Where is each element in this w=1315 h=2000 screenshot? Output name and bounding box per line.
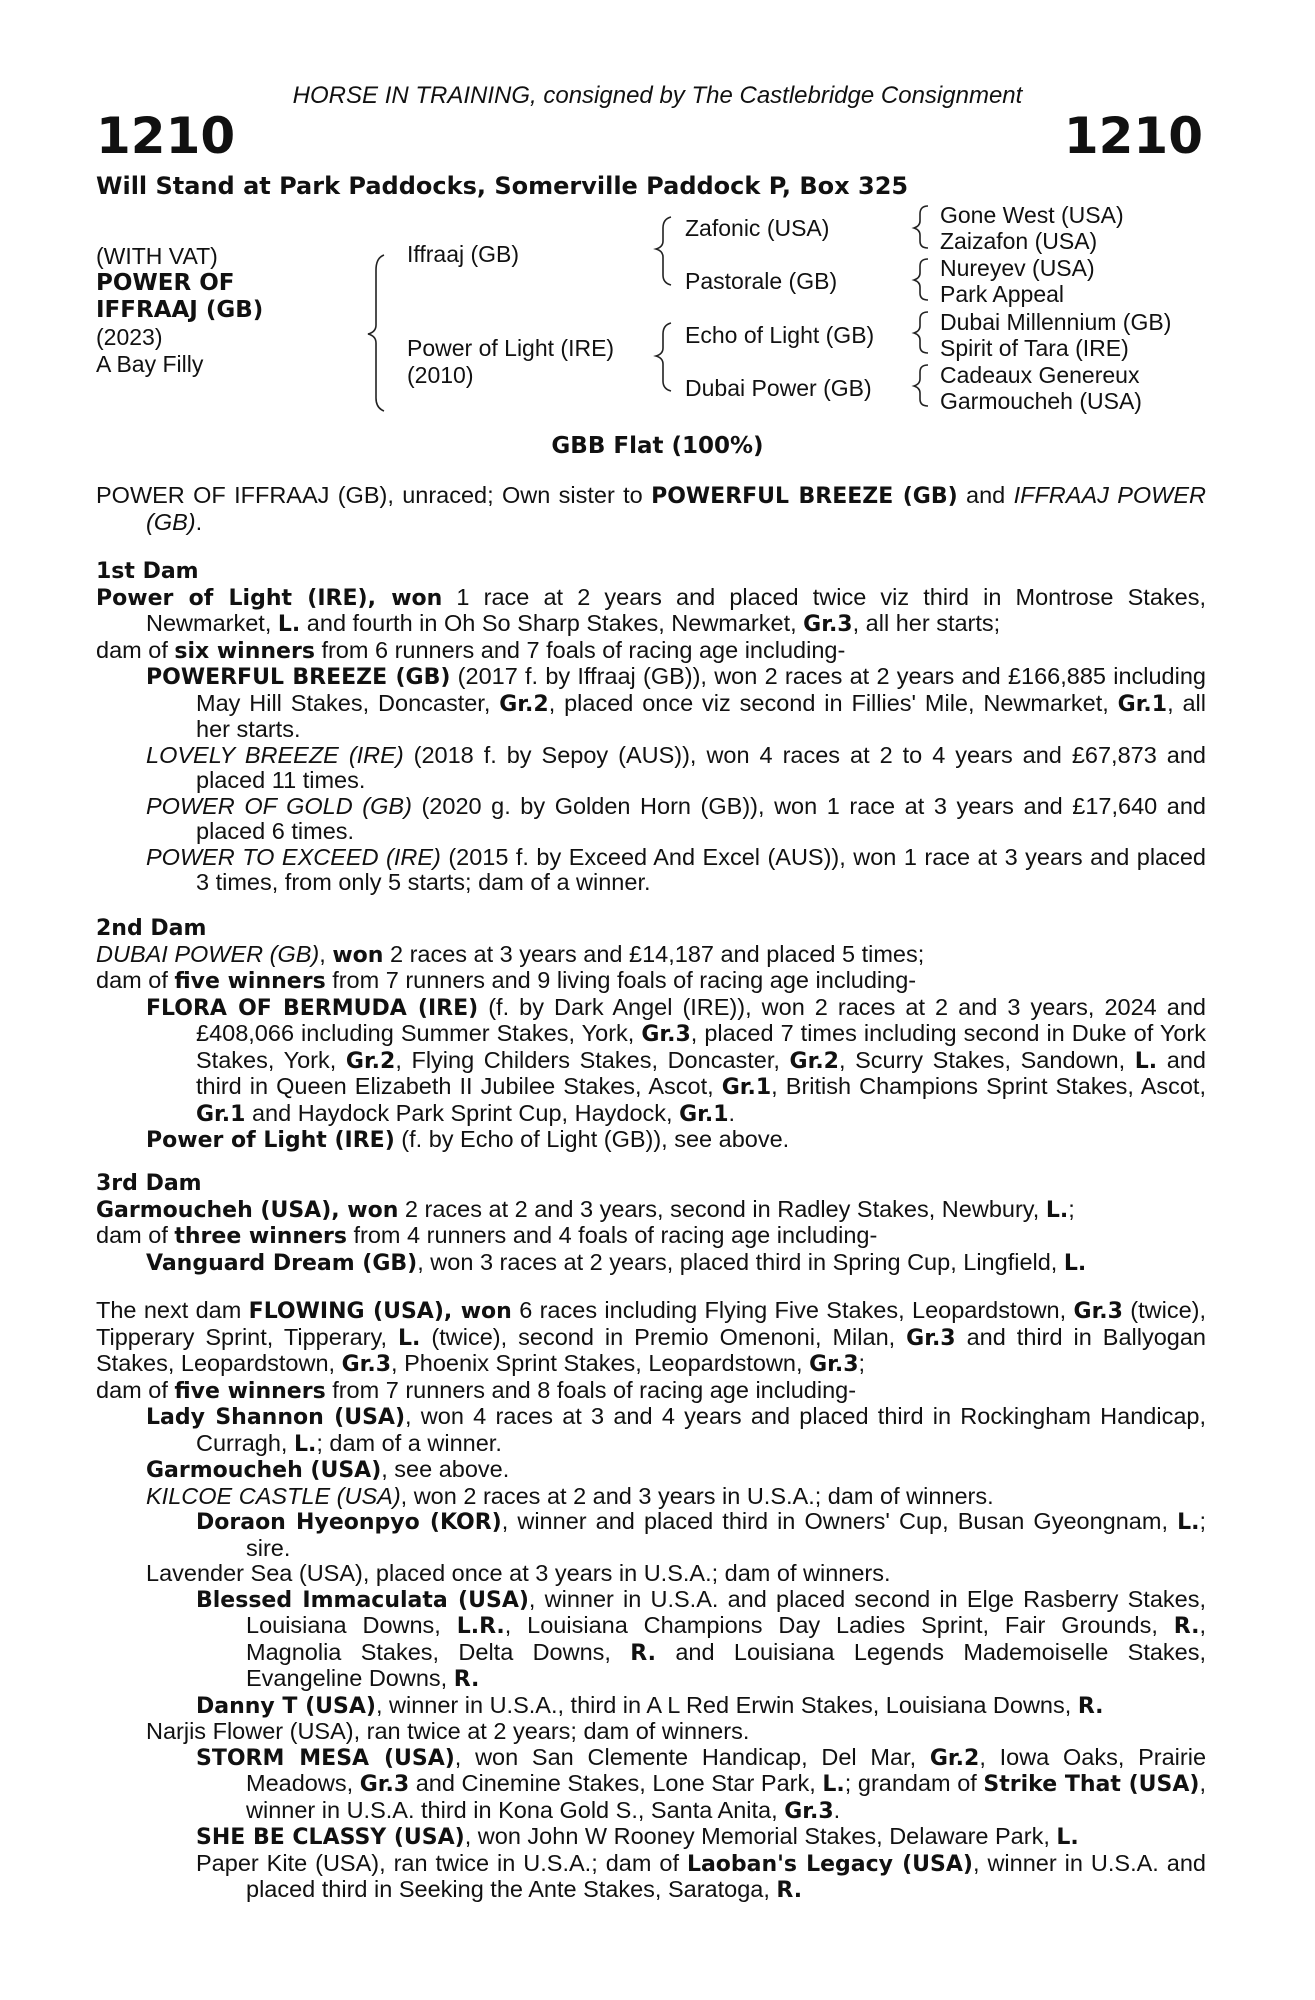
dam-of-text: dam of [96,1376,175,1403]
group-mark: Gr.2 [789,1048,839,1074]
sister-iffraaj-power: IFFRAAJ POWER (GB) [146,482,1206,535]
progeny-name: Doraon Hyeonpyo (KOR) [196,1510,502,1535]
third-dam-text: ; [1068,1195,1075,1222]
progeny-text: , won 3 races at 2 years, placed third in Spring Cup, Lingfield, [417,1248,1064,1275]
listed-mark: L. [277,612,301,637]
progeny-name: Vanguard Dream (GB) [146,1250,418,1276]
next-dam-won: won [460,1299,512,1324]
first-dam-text: , all her starts; [852,610,1001,636]
progeny-entry: Narjis Flower (USA), ran twice at 2 years; dam of winners. [146,1718,750,1744]
third-dam-won: won [347,1197,399,1223]
second-dam-text: from 7 runners and 9 living foals of racing age including- [325,967,917,993]
group-mark: Gr.3 [341,1352,392,1377]
progeny-name: SHE BE CLASSY (USA) [196,1825,465,1850]
pedigree-gen3-7: Cadeaux Genereux [940,362,1140,388]
progeny-text: , winner in U.S.A. and placed second in Elge Rasberry Stakes, Louisiana Downs, [246,1585,1206,1638]
second-dam-name: DUBAI POWER (GB) [96,940,320,967]
progeny-name: Strike That (USA) [983,1772,1200,1797]
pedigree-gen3-5: Dubai Millennium (GB) [940,309,1172,335]
progeny-entry [146,1404,1206,1457]
progeny-entry [146,995,1206,1128]
progeny-text: ; grandam of [844,1770,984,1796]
progeny-name: FLORA OF BERMUDA (IRE) [146,995,479,1021]
first-dam-won: won [391,585,443,611]
pedigree-dam-dam: Dubai Power (GB) [685,375,872,401]
third-dam-text: 2 races at 2 and 3 years, second in Radley Stakes, Newbury, [398,1195,1046,1222]
next-dam-text: (twice), second in Premio Omenoni, Milan, [420,1323,907,1350]
group-mark: Gr.1 [1117,691,1168,717]
progeny-text: , all her starts. [196,689,1206,742]
progeny-text: (f. by Dark Angel (IRE)), won 2 races at 2 and 3 years, 2024 and £408,066 including Summer Stakes, York, [196,993,1206,1046]
intro-text-and: and [957,482,1014,508]
listed-mark: L. [1063,1250,1087,1276]
progeny-text: , Scurry Stakes, Sandown, [838,1046,1135,1073]
group-mark: Gr.1 [196,1101,246,1127]
group-mark: Gr.3 [359,1772,410,1797]
intro-text: POWER OF IFFRAAJ (GB), unraced; Own sister to [96,482,652,508]
progeny-text: , placed once viz second in Fillies' Mile, Newmarket, [548,689,1118,716]
progeny-entry: Lavender Sea (USA), placed once at 3 years in U.S.A.; dam of winners. [146,1560,891,1586]
progeny-text: and third in Queen Elizabeth II Jubilee Stakes, Ascot, [196,1046,1206,1099]
intro-text-end: . [195,508,203,535]
listed-mark: L. [398,1325,421,1351]
grand-progeny-entry [196,1693,1206,1720]
next-dam-text: , Phoenix Sprint Stakes, Leopardstown, [391,1350,810,1376]
pedigree-sire-dam: Pastorale (GB) [685,268,838,294]
pedigree-gen3-8: Garmoucheh (USA) [940,388,1142,414]
progeny-name: POWER OF GOLD (GB) [146,792,412,819]
consignment-line: HORSE IN TRAINING, consigned by The Castlebridge Consignment [292,82,1023,109]
progeny-entry [146,1250,1206,1277]
dam-of-text: dam of [96,1222,175,1248]
progeny-text: , won 2 races at 2 and 3 years in U.S.A.; dam of winners. [400,1482,994,1509]
dam-of-text: dam of [96,636,175,663]
progeny-text: ; dam of a winner. [316,1429,502,1456]
restricted-mark: R. [630,1640,657,1666]
progeny-entry [146,1484,1206,1510]
second-dam-section [96,916,1206,1154]
next-dam-text: 6 races including Flying Five Stakes, Leopardstown, [511,1297,1074,1323]
progeny-entry [146,1127,1206,1154]
progeny-text: , placed 7 times including second in Duke of York Stakes, York, [196,1020,1206,1073]
third-dam-heading: 3rd Dam [96,1171,202,1196]
progeny-text: , won San Clemente Handicap, Del Mar, [454,1743,930,1770]
restricted-mark: R. [1077,1693,1104,1719]
grand-progeny-entry [196,1745,1206,1825]
progeny-entry [146,845,1206,896]
listed-mark: L. [293,1431,317,1457]
pedigree-dam: Power of Light (IRE) [407,335,615,361]
venue-line: Will Stand at Park Paddocks, Somerville Paddock P, Box 325 [96,172,909,200]
progeny-name: Lady Shannon (USA) [146,1405,406,1430]
sister-powerful-breeze: POWERFUL BREEZE (GB) [651,484,958,509]
first-dam-name: Power of Light (IRE) [96,585,368,611]
restricted-mark: R. [776,1878,803,1903]
progeny-text: , Magnolia Stakes, Delta Downs, [246,1612,1206,1665]
progeny-text: ; sire. [246,1508,1206,1561]
pedigree-gen3-2: Zaizafon (USA) [940,228,1098,254]
group-mark: Gr.3 [906,1325,956,1351]
next-dam-text: The next dam [96,1297,249,1323]
horse-name-line1: POWER OF [96,270,235,296]
lot-number-left: 1210 [96,107,236,165]
separator: , [319,940,333,967]
listed-mark: L.R. [456,1614,505,1639]
group-mark: Gr.2 [345,1048,396,1074]
progeny-text: , Flying Childers Stakes, Doncaster, [395,1046,790,1073]
group-mark: Gr.2 [929,1745,980,1771]
second-dam-text: 2 races at 3 years and £14,187 and placed 5 times; [383,940,925,967]
lot-number-right: 1210 [1063,107,1203,165]
progeny-entry [146,664,1206,743]
progeny-name: Danny T (USA) [196,1693,376,1719]
progeny-text: , British Champions Sprint Stakes, Ascot, [771,1073,1206,1099]
restricted-mark: R. [1173,1614,1200,1639]
progeny-text: (2018 f. by Sepoy (AUS)), won 4 races at 2 to 4 years and £67,873 and placed 11 times. [196,741,1206,793]
pedigree-gen3-6: Spirit of Tara (IRE) [940,335,1129,361]
group-mark: Gr.1 [721,1075,772,1100]
listed-mark: L. [822,1772,845,1797]
horse-name-line2: IFFRAAJ (GB) [96,297,264,323]
third-dam-name: Garmoucheh (USA) [96,1197,332,1223]
progeny-name: POWER TO EXCEED (IRE) [146,843,441,870]
progeny-text: (2020 g. by Golden Horn (GB)), won 1 race at 3 years and £17,640 and placed 6 times. [196,792,1207,844]
second-dam-won: won [332,942,384,968]
next-dam-text: from 7 runners and 8 foals of racing age including- [325,1376,857,1403]
group-mark: Gr.3 [1073,1299,1123,1324]
third-dam-text: from 4 runners and 4 foals of racing age including- [346,1222,878,1248]
progeny-text: , see above. [381,1456,510,1482]
horse-year: (2023) [96,324,163,350]
pedigree-gen3-3: Nureyev (USA) [940,255,1095,281]
grand-progeny-entry [196,1824,1206,1851]
intro-paragraph [96,483,1206,535]
vat-label: (WITH VAT) [96,243,218,269]
winners-count: six winners [174,638,315,664]
pedigree-sire: Iffraaj (GB) [407,241,520,267]
progeny-text: , winner in U.S.A., third in A L Red Erwin Stakes, Louisiana Downs, [375,1691,1078,1718]
next-dam-name: FLOWING (USA) [248,1299,444,1324]
progeny-entry [146,1457,1206,1484]
progeny-name: LOVELY BREEZE (IRE) [146,741,404,768]
grand-progeny-entry [196,1587,1206,1693]
listed-mark: L. [1177,1510,1200,1535]
group-mark: Gr.3 [784,1798,834,1824]
winners-count: five winners [174,1378,326,1404]
gbb-flat-label: GBB Flat (100%) [551,433,764,459]
progeny-text: (2017 f. by Iffraaj (GB)), won 2 races at 2 years and £166,885 including May Hill Stakes, Doncaster, [196,663,1206,716]
first-dam-heading: 1st Dam [96,559,199,584]
listed-mark: L. [1134,1048,1158,1074]
progeny-entry [146,743,1206,794]
listed-mark: L. [1056,1825,1079,1850]
progeny-text: and Haydock Park Sprint Cup, Haydock, [245,1099,680,1126]
progeny-text: and Louisiana Legends Mademoiselle Stakes, Evangeline Downs, [246,1638,1207,1691]
group-mark: Gr.3 [809,1352,859,1377]
progeny-name: KILCOE CASTLE (USA) [146,1482,401,1509]
winners-count: three winners [174,1224,347,1249]
progeny-name: Laoban's Legacy (USA) [686,1851,973,1877]
progeny-name: POWERFUL BREEZE (GB) [146,665,451,690]
separator: , [443,1299,461,1324]
next-dam-text: (twice), Tipperary Sprint, Tipperary, [96,1297,1207,1350]
progeny-text: . [833,1796,841,1823]
pedigree-dam-sire: Echo of Light (GB) [685,322,875,348]
listed-mark: L. [1045,1197,1069,1223]
progeny-text: , Iowa Oaks, Prairie Meadows, [246,1743,1207,1796]
progeny-text: , winner and placed third in Owners' Cup, Busan Gyeongnam, [501,1508,1178,1534]
second-dam-heading: 2nd Dam [96,916,207,941]
group-mark: Gr.2 [499,691,549,717]
progeny-text: , won 4 races at 3 and 4 years and placed third in Rockingham Handicap, Curragh, [196,1403,1206,1456]
pedigree-sire-sire: Zafonic (USA) [685,215,830,241]
next-dam-section [96,1298,1206,1904]
progeny-text: , Louisiana Champions Day Ladies Sprint, Fair Grounds, [504,1612,1174,1638]
progeny-text: , winner in U.S.A. third in Kona Gold S., Santa Anita, [246,1770,1206,1823]
dam-of-text: dam of [96,967,175,993]
group-mark: Gr.1 [679,1101,729,1127]
pedigree-dam-year: (2010) [407,362,474,388]
restricted-mark: R. [453,1667,480,1692]
progeny-name: Power of Light (IRE) [146,1128,395,1153]
separator: , [331,1197,348,1223]
next-dam-text: ; [858,1350,866,1376]
group-mark: Gr.3 [641,1022,691,1047]
progeny-text: (2015 f. by Exceed And Excel (AUS)), won 1 race at 3 years and placed 3 times, from only 5 starts; dam of a winner. [196,843,1207,895]
grand-progeny-entry [196,1509,1206,1561]
progeny-name: Blessed Immaculata (USA) [196,1587,529,1613]
third-dam-section [96,1171,1206,1276]
grand-progeny-entry [196,1851,1206,1904]
pedigree-gen3-1: Gone West (USA) [940,202,1124,228]
progeny-entry [146,794,1206,845]
pedigree-gen3-4: Park Appeal [940,281,1065,307]
progeny-text: , won John W Rooney Memorial Stakes, Delaware Park, [464,1823,1057,1849]
next-dam-text: and third in Ballyogan Stakes, Leopardstown, [96,1323,1207,1376]
progeny-name: STORM MESA (USA) [196,1745,455,1771]
progeny-text: Paper Kite (USA), ran twice in U.S.A.; dam of [196,1849,687,1876]
progeny-text: . [728,1099,736,1126]
group-mark: Gr.3 [803,612,853,637]
first-dam-text: from 6 runners and 7 foals of racing age including- [314,636,846,663]
first-dam-text: 1 race at 2 years and placed twice viz third in Montrose Stakes, Newmarket, [146,583,1206,636]
first-dam-text: and fourth in Oh So Sharp Stakes, Newmarket, [300,610,804,636]
progeny-text: , winner in U.S.A. and placed third in Seeking the Ante Stakes, Saratoga, [246,1849,1206,1902]
first-dam-section: 1st Dam Power of Light (IRE), won 1 race at 2 years and placed twice viz third in Montrose Stakes, Newmarket, L. and fourth in Oh So Sharp Stakes, Newmarket, Gr.3, all her starts; dam of six winners from 6 runners and 7 foals of racing age including- POWERFUL BREEZE (GB) (2017 f. by Iffraaj (GB)), won 2 races at 2 years and £166,885 including May Hill Stakes, Doncaster, Gr.2, placed once viz second in Fillies' Mile, Newmarket, Gr.1, all her starts. LOVELY BREEZE (IRE) (2018 f. by Sepoy (AUS)), won 4 races at 2 to 4 years and £67,873 and placed 11 times. POWER OF GOLD (GB) (2020 g. by Golden Horn (GB)), won 1 race at 3 years and £17,640 and placed 6 times. POWER TO EXCEED (IRE) (2015 f. by Exceed And Excel (AUS)), won 1 race at 3 years and placed 3 times, from only 5 starts; dam of a winner. [96,559,1207,895]
progeny-name: Garmoucheh (USA) [146,1458,382,1483]
progeny-text: and Cinemine Stakes, Lone Star Park, [409,1770,823,1796]
progeny-text: (f. by Echo of Light (GB)), see above. [394,1126,790,1152]
horse-description: A Bay Filly [96,351,204,377]
winners-count: five winners [174,969,326,994]
